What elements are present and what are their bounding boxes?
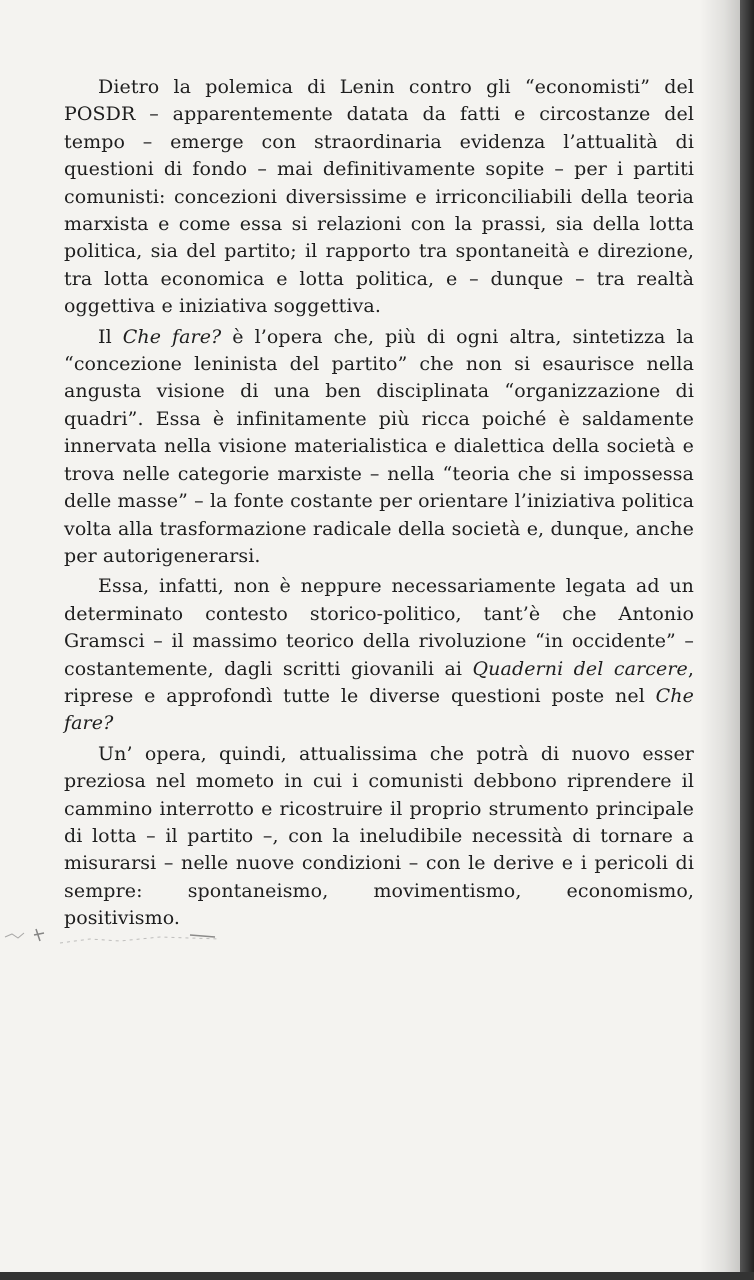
book-title-che-fare: Che fare? — [64, 684, 694, 735]
body-text — [64, 74, 694, 933]
ink-smudge — [0, 915, 240, 955]
paragraph-3 — [64, 573, 694, 737]
page-bottom-edge — [0, 1272, 754, 1280]
paragraph-text: Il — [98, 325, 123, 348]
page-shadow — [700, 0, 740, 1272]
book-title-quaderni: Quaderni del carcere — [472, 657, 688, 680]
paragraph-text: Dietro la polemica di Lenin contro gli “economisti” del POSDR – apparentemente datata da fatti e circostanze del tempo – emerge con straordinaria evidenza l’attualità di questioni di fondo – mai definitivamente sopite – per i partiti comunisti: concezioni diversissime e irriconciliabili della teoria marxista e come essa si relazioni con la prassi, sia della lotta politica, sia del partito; il rapporto tra spontaneità e direzione, tra lotta economica e lotta politica, e – dunque – tra realtà oggettiva e iniziativa soggettiva. — [64, 76, 694, 318]
book-title-che-fare: Che fare? — [122, 325, 222, 348]
paragraph-1 — [64, 74, 694, 321]
paragraph-2 — [64, 324, 694, 571]
paragraph-4 — [64, 741, 694, 933]
paragraph-text: , riprese e approfondì tutte le diverse questioni poste nel — [64, 657, 694, 707]
paragraph-text: Un’ opera, quindi, attualissima che potrà di nuovo esser preziosa nel mometo in cui i comunisti debbono riprendere il cammino interrotto e ricostruire il proprio strumento principale di lotta – il partito –, con la ineludibile necessità di tornare a misurarsi – nelle nuove condizioni – con le derive e i pericoli di sempre: spontaneismo, movimentismo, economismo, positivismo. — [64, 742, 694, 930]
page-edge-shadow — [740, 0, 754, 1280]
paragraph-text: Essa, infatti, non è neppure necessariamente legata ad un determinato contesto storico-politico, tant’è che Antonio Gramsci – il massimo teorico della rivoluzione “in occidente” – costantemente, dagli scritti giovanili ai — [64, 575, 694, 680]
paragraph-text: è l’opera che, più di ogni altra, sintetizza la “concezione leninista del partito” che non si esaurisce nella angusta visione di una ben disciplinata “organizzazione di quadri”. Essa è infinitamente più ricca poiché è saldamente innervata nella visione materialistica e dialettica della società e trova nelle categorie marxiste – nella “teoria che si impossessa delle masse” – la fonte costante per orientare l’iniziativa politica volta alla trasformazione radicale della società e, dunque, anche per autorigenerarsi. — [64, 325, 694, 567]
